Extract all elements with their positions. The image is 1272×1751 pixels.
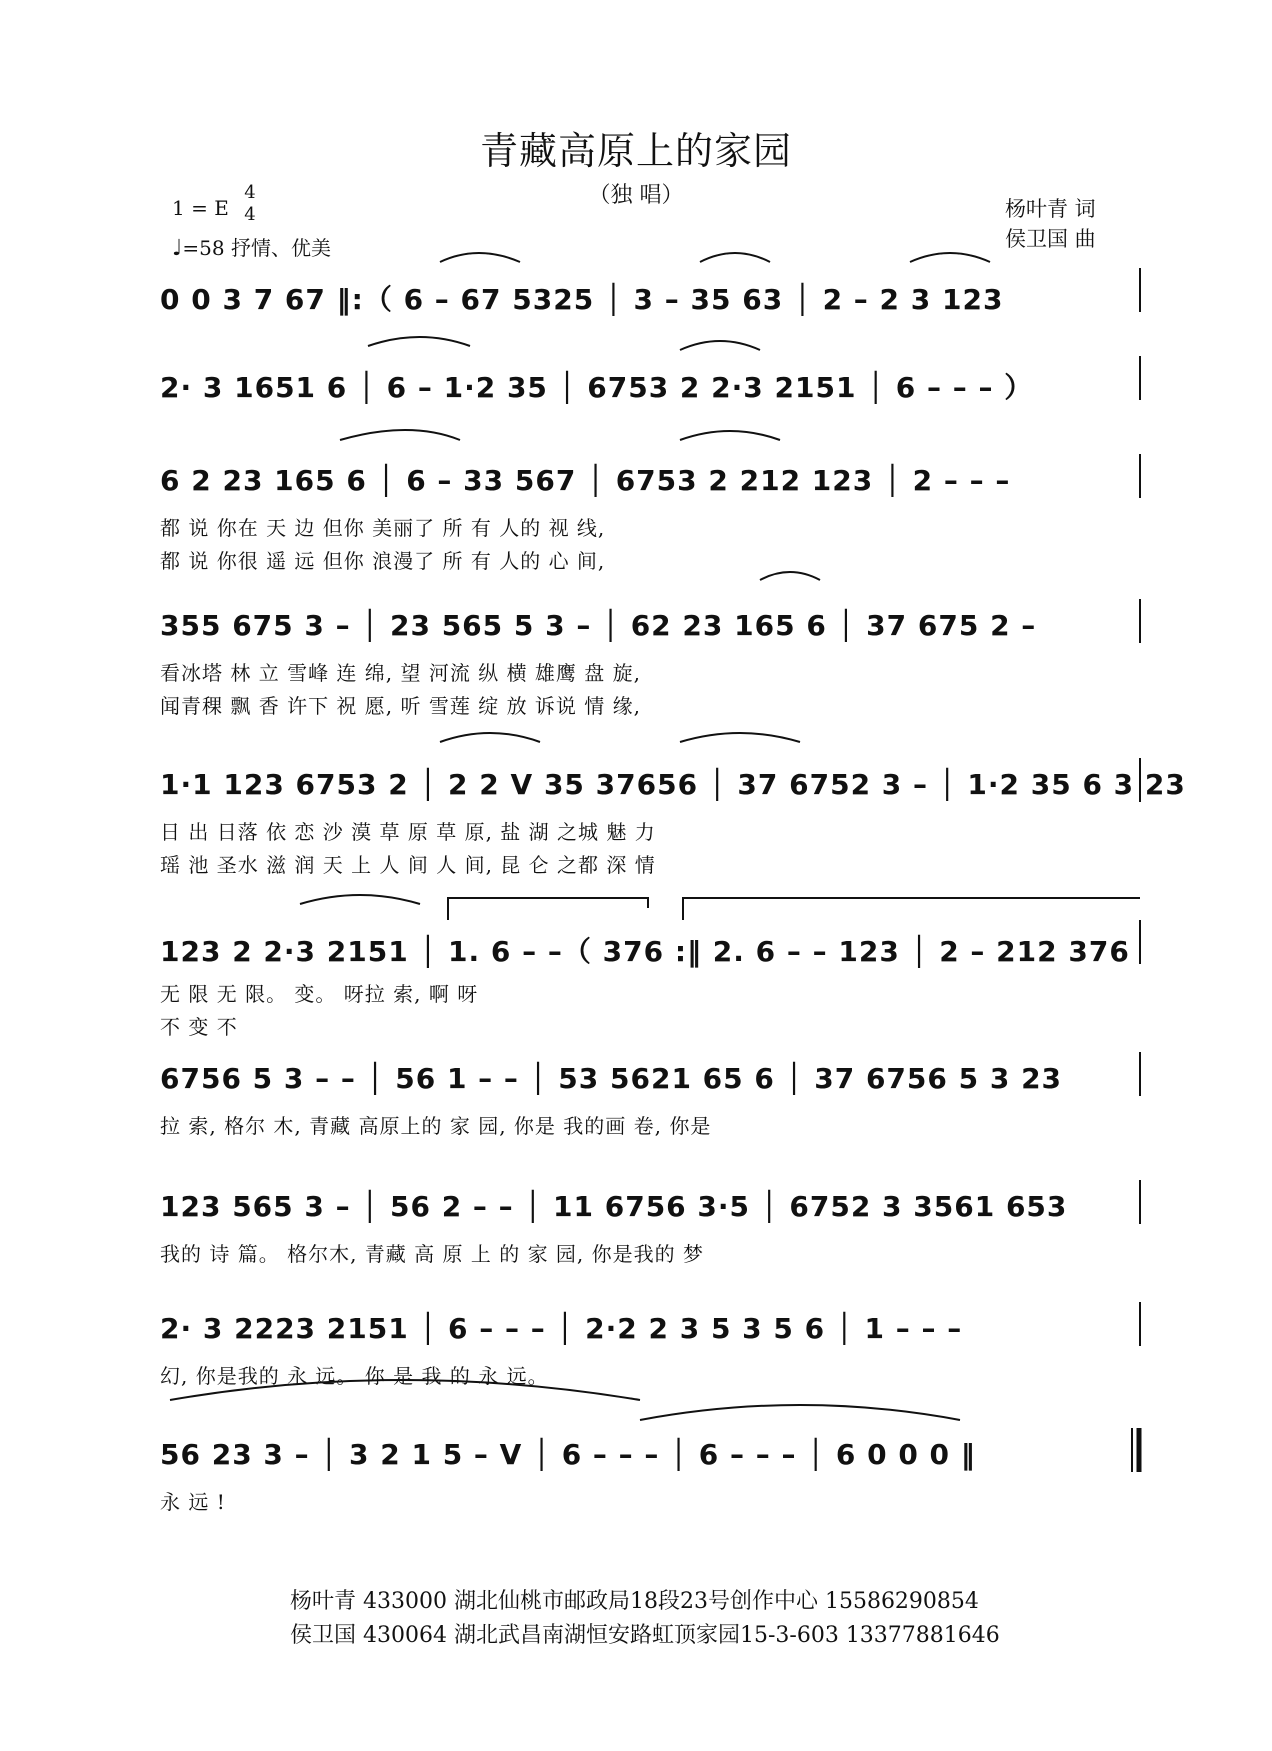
key-text: 1 = E <box>172 196 229 220</box>
credits <box>1005 194 1096 254</box>
notes: 2· 3 1651 6 │ 6 – 1·2 35 │ 6753 2 2·3 2151 │ 6 – – – ） <box>160 371 1034 404</box>
lyrics-verse-2: 都 说 你很 遥 远 但你 浪漫了 所 有 人的 心 间, <box>160 549 606 573</box>
notes: 123 565 3 – │ 56 2 – – │ 11 6756 3·5 │ 6752 3 3561 653 <box>160 1190 1068 1223</box>
notes: 6756 5 3 – – │ 56 1 – – │ 53 5621 65 6 │ 37 6756 5 3 23 <box>160 1062 1063 1095</box>
time-signature <box>242 182 258 226</box>
time-top: 4 <box>244 182 256 203</box>
tempo-text: =58 抒情、优美 <box>182 236 331 260</box>
lyrics-verse-1: 我的 诗 篇。 格尔木, 青藏 高 原 上 的 家 园, 你是我的 梦 <box>160 1242 705 1266</box>
notes: 2· 3 2223 2151 │ 6 – – – │ 2·2 2 3 5 3 5 6 │ 1 – – – <box>160 1312 963 1345</box>
composer: 侯卫国 曲 <box>1005 227 1096 251</box>
notes: 0 0 3 7 67 ‖:（ 6 – 67 5325 │ 3 – 35 63 │ 2 – 2 3 123 <box>160 283 1004 316</box>
lyrics-verse-2: 瑶 池 圣水 滋 润 天 上 人 间 人 间, 昆 仑 之都 深 情 <box>160 853 656 877</box>
quarter-note-icon: ♩ <box>172 236 183 261</box>
lyrics-verse-2: 闻青稞 飘 香 许下 祝 愿, 听 雪莲 绽 放 诉说 情 缘, <box>160 694 642 718</box>
lyrics-verse-1: 无 限 无 限。 变。 呀拉 索, 啊 呀 <box>160 982 479 1006</box>
notes: 123 2 2·3 2151 │ 1. 6 – –（ 376 :‖ 2. 6 – – 123 │ 2 – 212 376 <box>160 935 1130 968</box>
notes: 355 675 3 – │ 23 565 5 3 – │ 62 23 165 6 │ 37 675 2 – <box>160 609 1037 642</box>
lyricist: 杨叶青 词 <box>1005 197 1096 221</box>
lyrics-verse-1: 幻, 你是我的 永 远。 你 是 我 的 永 远。 <box>160 1364 549 1388</box>
lyrics-verse-2: 不 变 不 <box>160 1015 238 1039</box>
lyrics-verse-1: 看冰塔 林 立 雪峰 连 绵, 望 河流 纵 横 雄鹰 盘 旋, <box>160 661 642 685</box>
contact-composer: 侯卫国 430064 湖北武昌南湖恒安路虹顶家园15-3-603 13377881646 <box>290 1623 1000 1648</box>
key-signature <box>172 182 256 225</box>
notes: 6 2 23 165 6 │ 6 – 33 567 │ 6753 2 212 123 │ 2 – – – <box>160 464 1011 497</box>
lyrics-verse-1: 拉 索, 格尔 木, 青藏 高原上的 家 园, 你是 我的画 卷, 你是 <box>160 1114 712 1138</box>
lyrics-verse-1: 日 出 日落 依 恋 沙 漠 草 原 草 原, 盐 湖 之城 魅 力 <box>160 820 656 844</box>
lyrics-verse-1: 永 远 ! <box>160 1490 226 1514</box>
tempo-marking <box>172 232 331 261</box>
contact-lyricist: 杨叶青 433000 湖北仙桃市邮政局18段23号创作中心 15586290854 <box>290 1589 979 1614</box>
subtitle: （独 唱） <box>588 183 684 208</box>
time-bottom: 4 <box>244 204 256 225</box>
page-title: 青藏高原上的家园 <box>479 129 792 173</box>
notes: 56 23 3 – │ 3 2 1 5 – V │ 6 – – – │ 6 – – – │ 6 0 0 0 ‖ <box>160 1438 976 1471</box>
notes: 1·1 123 6753 2 │ 2 2 V 35 37656 │ 37 6752 3 – │ 1·2 35 6 3 23 <box>160 768 1186 801</box>
lyrics-verse-1: 都 说 你在 天 边 但你 美丽了 所 有 人的 视 线, <box>160 516 606 540</box>
contact-footer <box>290 1585 1000 1653</box>
